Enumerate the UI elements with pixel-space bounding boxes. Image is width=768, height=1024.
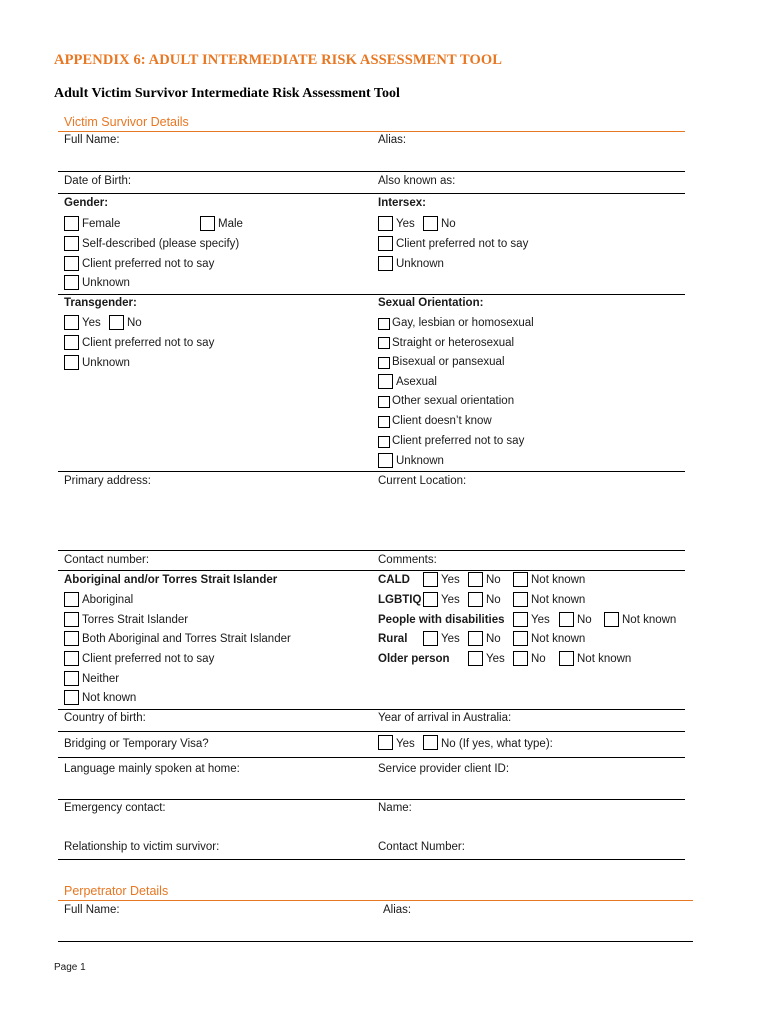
gender-unknown-checkbox[interactable] [64, 275, 79, 290]
disabilities-no-label: No [577, 614, 592, 626]
primary-address-label: Primary address: [64, 475, 151, 487]
intersex-not-say-label: Client preferred not to say [396, 238, 529, 250]
orientation-straight-checkbox[interactable] [378, 337, 390, 349]
divider [58, 171, 685, 172]
cald-no-label: No [486, 574, 501, 586]
older-yes-checkbox[interactable] [468, 651, 483, 666]
gender-not-say-label: Client preferred not to say [82, 258, 215, 270]
divider [58, 941, 693, 942]
cald-not-known-checkbox[interactable] [513, 572, 528, 587]
rural-label: Rural [378, 633, 408, 645]
appendix-title: APPENDIX 6: ADULT INTERMEDIATE RISK ASSESSMENT TOOL [54, 52, 503, 68]
cald-label: CALD [378, 574, 410, 586]
lgbtiq-yes-checkbox[interactable] [423, 592, 438, 607]
visa-yes-checkbox[interactable] [378, 735, 393, 750]
transgender-unknown-label: Unknown [82, 357, 130, 369]
neither-option-label: Neither [82, 673, 120, 685]
transgender-not-say-label: Client preferred not to say [82, 337, 215, 349]
disabilities-yes-checkbox[interactable] [513, 612, 528, 627]
intersex-no-checkbox[interactable] [423, 216, 438, 231]
orientation-label: Sexual Orientation: [378, 297, 484, 309]
rural-no-checkbox[interactable] [468, 631, 483, 646]
lgbtiq-not-known-checkbox[interactable] [513, 592, 528, 607]
rural-not-known-label: Not known [531, 633, 586, 645]
lgbtiq-label: LGBTIQ [378, 594, 422, 606]
lgbtiq-no-label: No [486, 594, 501, 606]
neither-checkbox[interactable] [64, 671, 79, 686]
divider [58, 757, 685, 758]
divider [58, 570, 685, 571]
perpetrator-section-rule [58, 900, 693, 901]
orientation-not-say-label: Client preferred not to say [392, 435, 525, 447]
relationship-label: Relationship to victim survivor: [64, 841, 220, 853]
gender-not-say-checkbox[interactable] [64, 256, 79, 271]
orientation-gay-checkbox[interactable] [378, 318, 390, 330]
transgender-label: Transgender: [64, 297, 137, 309]
orientation-asexual-checkbox[interactable] [378, 374, 393, 389]
orientation-bisexual-checkbox[interactable] [378, 357, 390, 369]
rural-yes-checkbox[interactable] [423, 631, 438, 646]
orientation-gay-label: Gay, lesbian or homosexual [392, 317, 534, 329]
aboriginal-not-say-checkbox[interactable] [64, 651, 79, 666]
tsi-option-label: Torres Strait Islander [82, 614, 189, 626]
perpetrator-alias-label: Alias: [383, 904, 412, 916]
cald-no-checkbox[interactable] [468, 572, 483, 587]
page-number: Page 1 [54, 962, 86, 973]
victim-section-title: Victim Survivor Details [64, 115, 189, 129]
visa-yes-label: Yes [396, 738, 415, 750]
gender-unknown-label: Unknown [82, 277, 130, 289]
transgender-yes-label: Yes [82, 317, 101, 329]
visa-no-label: No (If yes, what type): [441, 738, 553, 750]
visa-no-checkbox[interactable] [423, 735, 438, 750]
intersex-yes-checkbox[interactable] [378, 216, 393, 231]
disabilities-label: People with disabilities [378, 614, 505, 626]
orientation-doesnt-know-checkbox[interactable] [378, 416, 390, 428]
orientation-other-label: Other sexual orientation [392, 395, 515, 407]
divider [58, 193, 685, 194]
both-option-label: Both Aboriginal and Torres Strait Islander [82, 633, 291, 645]
intersex-yes-label: Yes [396, 218, 415, 230]
divider [58, 799, 685, 800]
intersex-label: Intersex: [378, 197, 426, 209]
current-location-label: Current Location: [378, 475, 467, 487]
divider [58, 859, 685, 860]
divider [58, 550, 685, 551]
aboriginal-not-say-label: Client preferred not to say [82, 653, 215, 665]
contact-number-label: Contact number: [64, 554, 150, 566]
divider [58, 709, 685, 710]
gender-female-checkbox[interactable] [64, 216, 79, 231]
emergency-contact-number-label: Contact Number: [378, 841, 465, 853]
disabilities-not-known-label: Not known [622, 614, 677, 626]
divider [58, 471, 685, 472]
older-person-label: Older person [378, 653, 450, 665]
divider [58, 294, 685, 295]
alias-label: Alias: [378, 134, 407, 146]
orientation-doesnt-know-label: Client doesn’t know [392, 415, 492, 427]
orientation-asexual-label: Asexual [396, 376, 437, 388]
gender-male-label: Male [218, 218, 243, 230]
client-id-label: Service provider client ID: [378, 763, 510, 775]
gender-self-described-label: Self-described (please specify) [82, 238, 240, 250]
aboriginal-label: Aboriginal and/or Torres Strait Islander [64, 574, 278, 586]
aboriginal-not-known-label: Not known [82, 692, 137, 704]
disabilities-not-known-checkbox[interactable] [604, 612, 619, 627]
lgbtiq-yes-label: Yes [441, 594, 460, 606]
aboriginal-option-label: Aboriginal [82, 594, 134, 606]
aka-label: Also known as: [378, 175, 456, 187]
perpetrator-full-name-label: Full Name: [64, 904, 120, 916]
gender-self-described-checkbox[interactable] [64, 236, 79, 251]
aboriginal-checkbox[interactable] [64, 592, 79, 607]
divider [58, 731, 685, 732]
aboriginal-not-known-checkbox[interactable] [64, 690, 79, 705]
older-yes-label: Yes [486, 653, 505, 665]
older-no-checkbox[interactable] [513, 651, 528, 666]
rural-not-known-checkbox[interactable] [513, 631, 528, 646]
transgender-no-checkbox[interactable] [109, 315, 124, 330]
cald-not-known-label: Not known [531, 574, 586, 586]
emergency-contact-label: Emergency contact: [64, 802, 166, 814]
older-not-known-checkbox[interactable] [559, 651, 574, 666]
lgbtiq-not-known-label: Not known [531, 594, 586, 606]
older-no-label: No [531, 653, 546, 665]
rural-no-label: No [486, 633, 501, 645]
full-name-label: Full Name: [64, 134, 120, 146]
orientation-unknown-label: Unknown [396, 455, 444, 467]
victim-section-rule [58, 131, 685, 132]
document-title: Adult Victim Survivor Intermediate Risk Assessment Tool [54, 86, 400, 101]
both-checkbox[interactable] [64, 631, 79, 646]
gender-female-label: Female [82, 218, 121, 230]
lgbtiq-no-checkbox[interactable] [468, 592, 483, 607]
orientation-not-say-checkbox[interactable] [378, 436, 390, 448]
transgender-unknown-checkbox[interactable] [64, 355, 79, 370]
year-arrival-label: Year of arrival in Australia: [378, 712, 512, 724]
visa-label: Bridging or Temporary Visa? [64, 738, 209, 750]
orientation-bisexual-label: Bisexual or pansexual [392, 356, 505, 368]
country-of-birth-label: Country of birth: [64, 712, 146, 724]
transgender-not-say-checkbox[interactable] [64, 335, 79, 350]
dob-label: Date of Birth: [64, 175, 132, 187]
perpetrator-section-title: Perpetrator Details [64, 884, 169, 898]
intersex-unknown-checkbox[interactable] [378, 256, 393, 271]
cald-yes-checkbox[interactable] [423, 572, 438, 587]
rural-yes-label: Yes [441, 633, 460, 645]
cald-yes-label: Yes [441, 574, 460, 586]
comments-label: Comments: [378, 554, 437, 566]
disabilities-no-checkbox[interactable] [559, 612, 574, 627]
orientation-unknown-checkbox[interactable] [378, 453, 393, 468]
older-not-known-label: Not known [577, 653, 632, 665]
intersex-unknown-label: Unknown [396, 258, 444, 270]
tsi-checkbox[interactable] [64, 612, 79, 627]
transgender-yes-checkbox[interactable] [64, 315, 79, 330]
intersex-no-label: No [441, 218, 456, 230]
language-label: Language mainly spoken at home: [64, 763, 240, 775]
transgender-no-label: No [127, 317, 142, 329]
disabilities-yes-label: Yes [531, 614, 550, 626]
emergency-name-label: Name: [378, 802, 412, 814]
gender-label: Gender: [64, 197, 109, 209]
gender-male-checkbox[interactable] [200, 216, 215, 231]
intersex-not-say-checkbox[interactable] [378, 236, 393, 251]
orientation-straight-label: Straight or heterosexual [392, 337, 515, 349]
orientation-other-checkbox[interactable] [378, 396, 390, 408]
